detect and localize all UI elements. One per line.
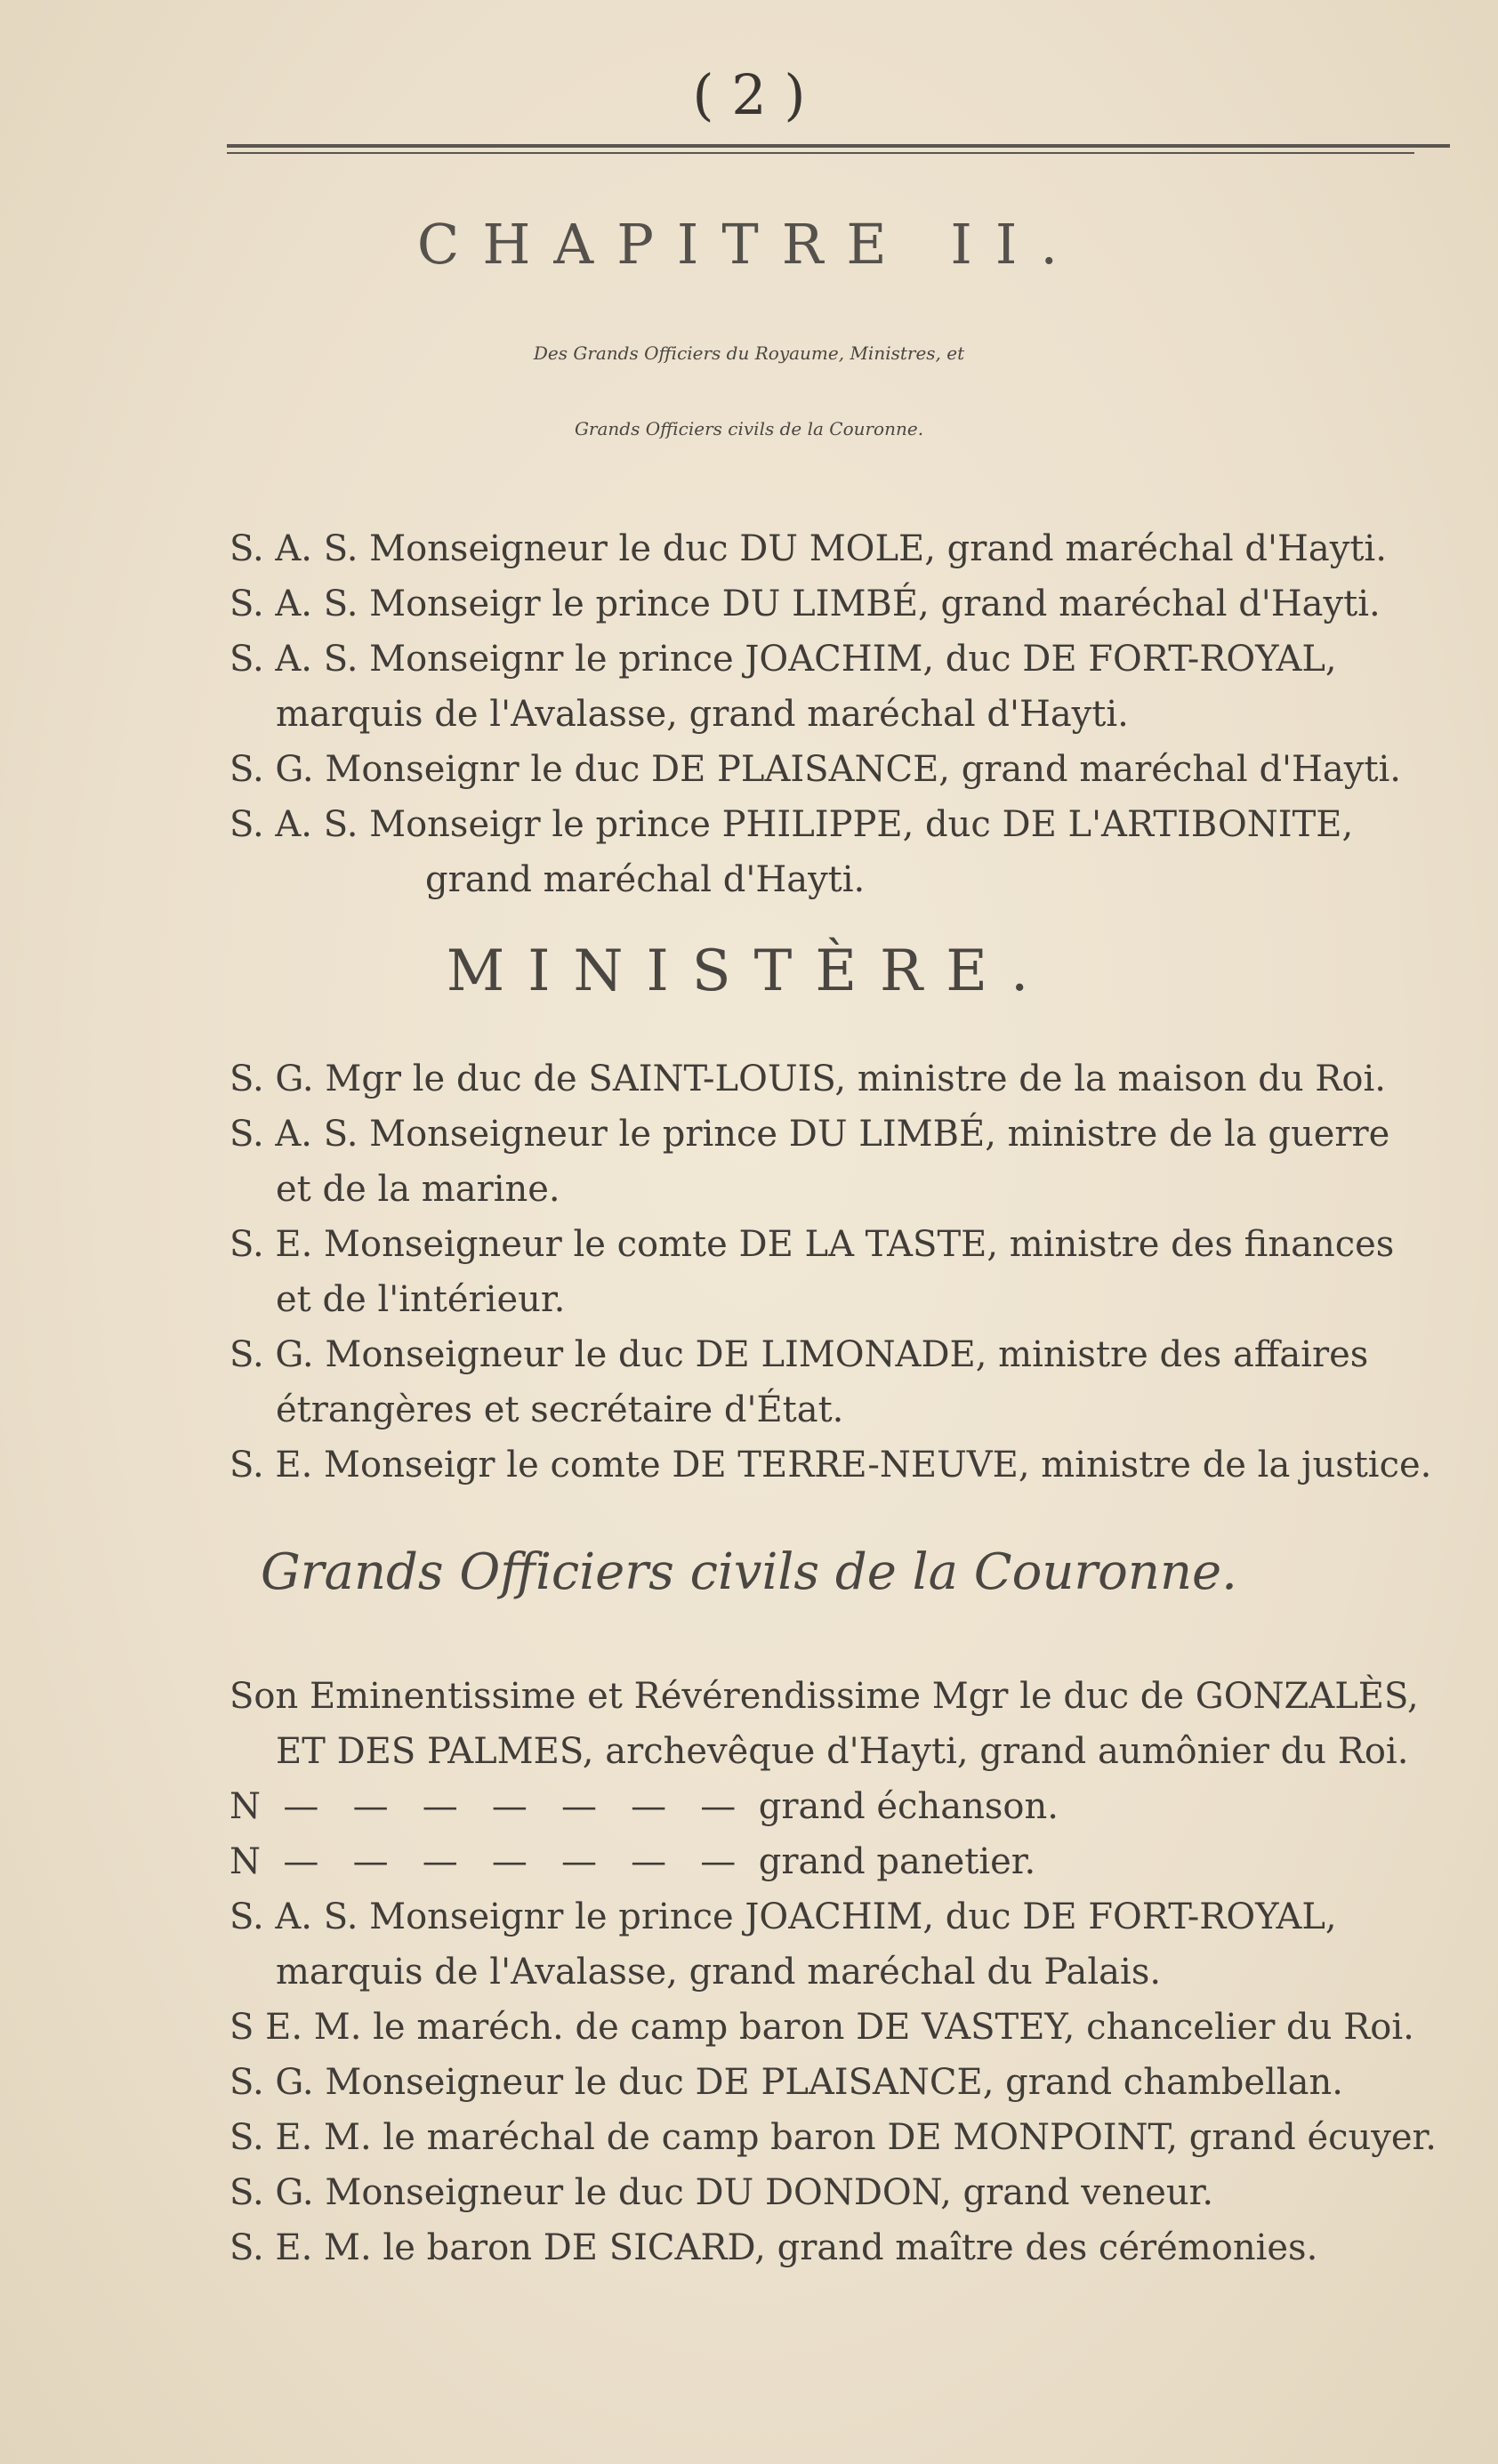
minister-line: étrangères et secrétaire d'État.	[276, 1389, 844, 1430]
section-title-couronne: Grands Officiers civils de la Couronne.	[261, 1543, 1237, 1601]
couronne-line: Son Eminentissime et Révérendissime Mgr le duc de GONZALÈS,	[230, 1676, 1419, 1717]
officer-line: marquis de l'Avalasse, grand maréchal d'Hayti.	[276, 694, 1129, 735]
chapter-subtitle-line: Grands Officiers civils de la Couronne.	[574, 418, 924, 439]
couronne-line: marquis de l'Avalasse, grand maréchal du Palais.	[276, 1952, 1162, 1993]
header-rule-thin	[227, 152, 1414, 154]
chapter-subtitle-line: Des Grands Officiers du Royaume, Ministres, et	[533, 342, 965, 364]
minister-line: et de la marine.	[276, 1169, 560, 1210]
minister-line: et de l'intérieur.	[276, 1279, 566, 1320]
minister-line: S. G. Mgr le duc de SAINT-LOUIS, ministre de la maison du Roi.	[230, 1059, 1386, 1099]
couronne-line: ET DES PALMES, archevêque d'Hayti, grand aumônier du Roi.	[276, 1731, 1409, 1772]
couronne-line: S E. M. le maréch. de camp baron DE VASTEY, chancelier du Roi.	[230, 2007, 1414, 2048]
couronne-line: S. G. Monseigneur le duc DU DONDON, grand veneur.	[230, 2172, 1214, 2213]
section-title-ministere: MINISTÈRE.	[446, 938, 1052, 1004]
officer-line: S. A. S. Monseignr le prince JOACHIM, duc DE FORT-ROYAL,	[230, 639, 1337, 680]
officer-line: S. A. S. Monseigr le prince DU LIMBÉ, grand maréchal d'Hayti.	[230, 584, 1381, 624]
header-rule	[227, 144, 1450, 148]
couronne-line: S. G. Monseigneur le duc DE PLAISANCE, grand chambellan.	[230, 2062, 1343, 2103]
officer-line: grand maréchal d'Hayti.	[425, 859, 866, 900]
couronne-line: N — — — — — — — grand panetier.	[230, 1841, 1036, 1882]
couronne-line: S. E. M. le maréchal de camp baron DE MONPOINT, grand écuyer.	[230, 2117, 1437, 2158]
minister-line: S. G. Monseigneur le duc DE LIMONADE, ministre des affaires	[230, 1334, 1369, 1375]
couronne-line: N — — — — — — — grand échanson.	[230, 1786, 1059, 1827]
officer-line: S. A. S. Monseigneur le duc DU MOLE, grand maréchal d'Hayti.	[230, 528, 1387, 569]
minister-line: S. E. Monseigr le comte DE TERRE-NEUVE, ministre de la justice.	[230, 1445, 1432, 1486]
couronne-line: S. A. S. Monseignr le prince JOACHIM, duc DE FORT-ROYAL,	[230, 1896, 1337, 1937]
minister-line: S. A. S. Monseigneur le prince DU LIMBÉ, ministre de la guerre	[230, 1114, 1390, 1155]
couronne-line: S. E. M. le baron DE SICARD, grand maître des cérémonies.	[230, 2227, 1318, 2268]
officer-line: S. G. Monseignr le duc DE PLAISANCE, grand maréchal d'Hayti.	[230, 749, 1401, 790]
minister-line: S. E. Monseigneur le comte DE LA TASTE, ministre des finances	[230, 1224, 1395, 1265]
page-number: ( 2 )	[692, 62, 806, 127]
chapter-title: CHAPITRE II.	[416, 212, 1082, 277]
officer-line: S. A. S. Monseigr le prince PHILIPPE, duc DE L'ARTIBONITE,	[230, 804, 1354, 845]
